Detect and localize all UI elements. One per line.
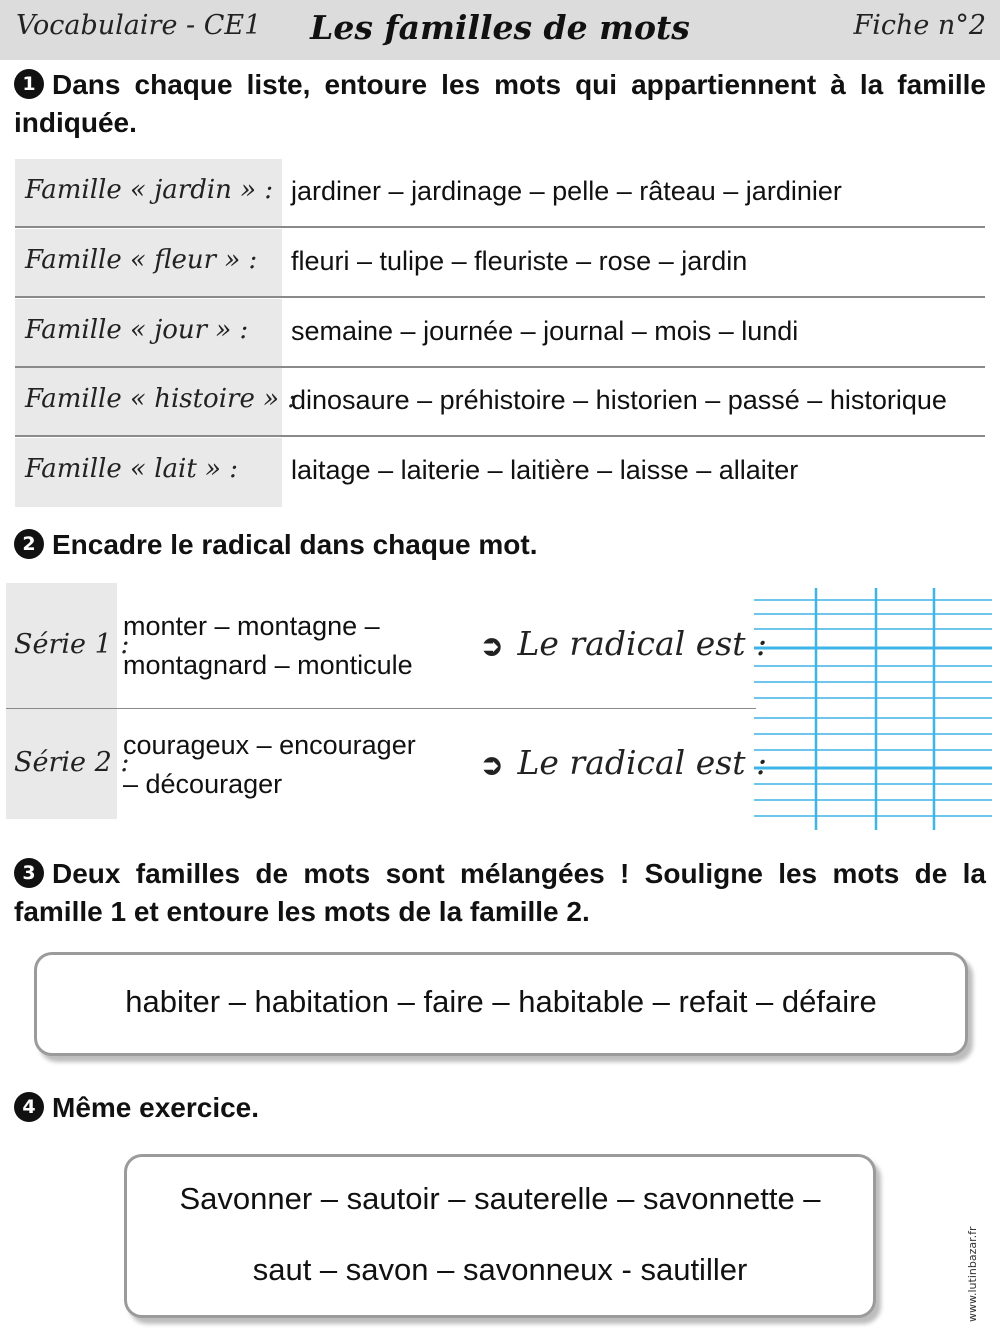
series-words xyxy=(123,726,416,804)
subject-label: Vocabulaire - CE1 xyxy=(16,10,262,41)
writing-grid[interactable] xyxy=(754,588,992,830)
exercise-2-instruction: 2 Encadre le radical dans chaque mot. xyxy=(14,526,538,564)
series-words-line: courageux – encourager xyxy=(123,730,416,760)
family-label-cell xyxy=(15,438,282,507)
page-title: Les familles de mots xyxy=(310,8,690,47)
family-row xyxy=(15,299,985,368)
family-row xyxy=(15,368,985,437)
family-label: Famille « histoire » : xyxy=(25,384,297,414)
word-box-text[interactable]: habiter – habitation – faire – habitable – refait – défaire xyxy=(125,984,877,1019)
exercise-4-number: 4 xyxy=(14,1092,44,1122)
family-word-list[interactable]: laitage – laiterie – laitière – laisse – allaiter xyxy=(291,455,799,485)
series-label-cell xyxy=(6,709,130,819)
arrow-icon: ➲ xyxy=(480,629,504,662)
family-row xyxy=(15,438,985,507)
website-credit: www.lutinbazar.fr xyxy=(966,1226,979,1322)
family-label: Famille « jardin » : xyxy=(25,175,274,205)
family-word-list[interactable]: dinosaure – préhistoire – historien – passé – historique xyxy=(291,385,947,415)
row-divider xyxy=(15,226,985,228)
arrow-icon: ➲ xyxy=(480,748,504,781)
exercise-1-number: 1 xyxy=(14,69,44,99)
family-row xyxy=(15,229,985,298)
series-label-cell xyxy=(6,583,130,708)
family-label-cell xyxy=(15,368,297,437)
series-words-line: montagnard – monticule xyxy=(123,650,413,680)
family-row xyxy=(15,159,985,228)
family-word-list[interactable]: fleuri – tulipe – fleuriste – rose – jardin xyxy=(291,246,748,276)
series-label: Série 1 : xyxy=(14,629,130,660)
word-box-2 xyxy=(124,1154,876,1318)
word-box-text[interactable]: saut – savon – savonneux - sautiller xyxy=(252,1252,748,1287)
series-words xyxy=(123,607,413,685)
family-label-cell xyxy=(15,299,282,368)
series-divider xyxy=(6,708,756,709)
row-divider xyxy=(15,435,985,437)
series-label: Série 2 : xyxy=(14,747,130,778)
exercise-3-instruction: 3 Deux familles de mots sont mélangées ! Souligne les mots de la famille 1 et entoure les mots de la famille 2. xyxy=(14,858,986,927)
family-label: Famille « fleur » : xyxy=(25,245,258,275)
sheet-number: Fiche n°2 xyxy=(853,10,986,41)
family-label-cell xyxy=(15,229,282,298)
family-label: Famille « lait » : xyxy=(25,454,238,484)
family-word-list[interactable]: semaine – journée – journal – mois – lundi xyxy=(291,316,799,346)
family-word-list[interactable]: jardiner – jardinage – pelle – râteau – jardinier xyxy=(291,176,842,206)
family-label: Famille « jour » : xyxy=(25,315,249,345)
word-box-text[interactable]: Savonner – sautoir – sauterelle – savonnette – xyxy=(179,1181,821,1216)
series-words-line: – décourager xyxy=(123,769,283,799)
exercise-2-number: 2 xyxy=(14,529,44,559)
exercise-1-instruction: 1 Dans chaque liste, entoure les mots qui appartiennent à la famille indiquée. xyxy=(14,69,986,138)
exercise-3-number: 3 xyxy=(14,858,44,888)
word-box-1 xyxy=(34,952,968,1056)
radical-prompt: ➲ Le radical est : xyxy=(480,743,768,782)
row-divider xyxy=(15,296,985,298)
series-words-line: monter – montagne – xyxy=(123,611,380,641)
radical-prompt: ➲ Le radical est : xyxy=(480,624,768,663)
exercise-4-instruction: 4 Même exercice. xyxy=(14,1089,259,1127)
family-label-cell xyxy=(15,159,282,228)
